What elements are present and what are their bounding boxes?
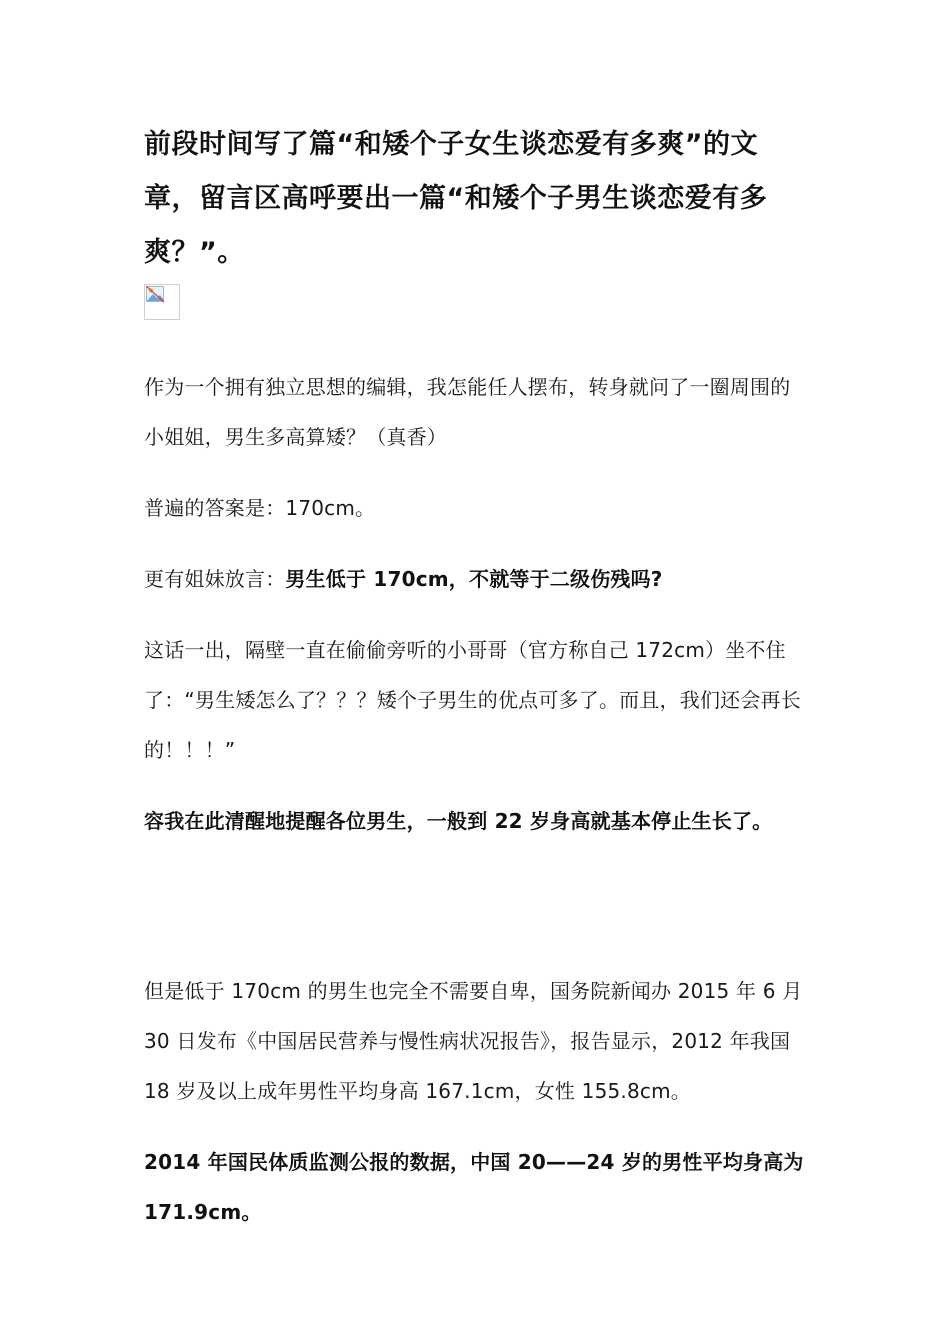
article-body (144, 118, 810, 1237)
paragraph-1: 作为一个拥有独立思想的编辑，我怎能任人摆布，转身就问了一圈周围的小姐姐，男生多高算矮？（真香） (144, 375, 791, 449)
broken-image-icon (144, 284, 180, 320)
paragraph-5: 容我在此清醒地提醒各位男生，一般到 22 岁身高就基本停止生长了。 (144, 809, 773, 833)
image-placeholder-graphic (146, 286, 166, 304)
paragraph-3 (144, 554, 810, 604)
paragraph-6: 但是低于 170cm 的男生也完全不需要自卑，国务院新闻办 2015 年 6 月 30 日发布《中国居民营养与慢性病状况报告》，报告显示，2012 年我国 18 岁及以上成年男性平均身高 167.1cm，女性 155.8cm。 (144, 979, 803, 1103)
article-title: 前段时间写了篇“和矮个子女生谈恋爱有多爽”的文章，留言区高呼要出一篇“和矮个子男生谈恋爱有多爽？”。 (144, 129, 768, 268)
paragraph-3-prefix: 更有姐妹放言： (144, 567, 286, 591)
paragraph-2: 普遍的答案是：170cm。 (144, 496, 376, 520)
blank-spacer (144, 846, 810, 966)
paragraph-3-bold: 男生低于 170cm，不就等于二级伤残吗? (285, 567, 663, 591)
paragraph-4: 这话一出，隔壁一直在偷偷旁听的小哥哥（官方称自己 172cm）坐不住了：“男生矮怎么了？？？矮个子男生的优点可多了。而且，我们还会再长的！！！” (144, 638, 801, 762)
paragraph-7: 2014 年国民体质监测公报的数据，中国 20——24 岁的男性平均身高为 171.9cm。 (144, 1150, 804, 1224)
